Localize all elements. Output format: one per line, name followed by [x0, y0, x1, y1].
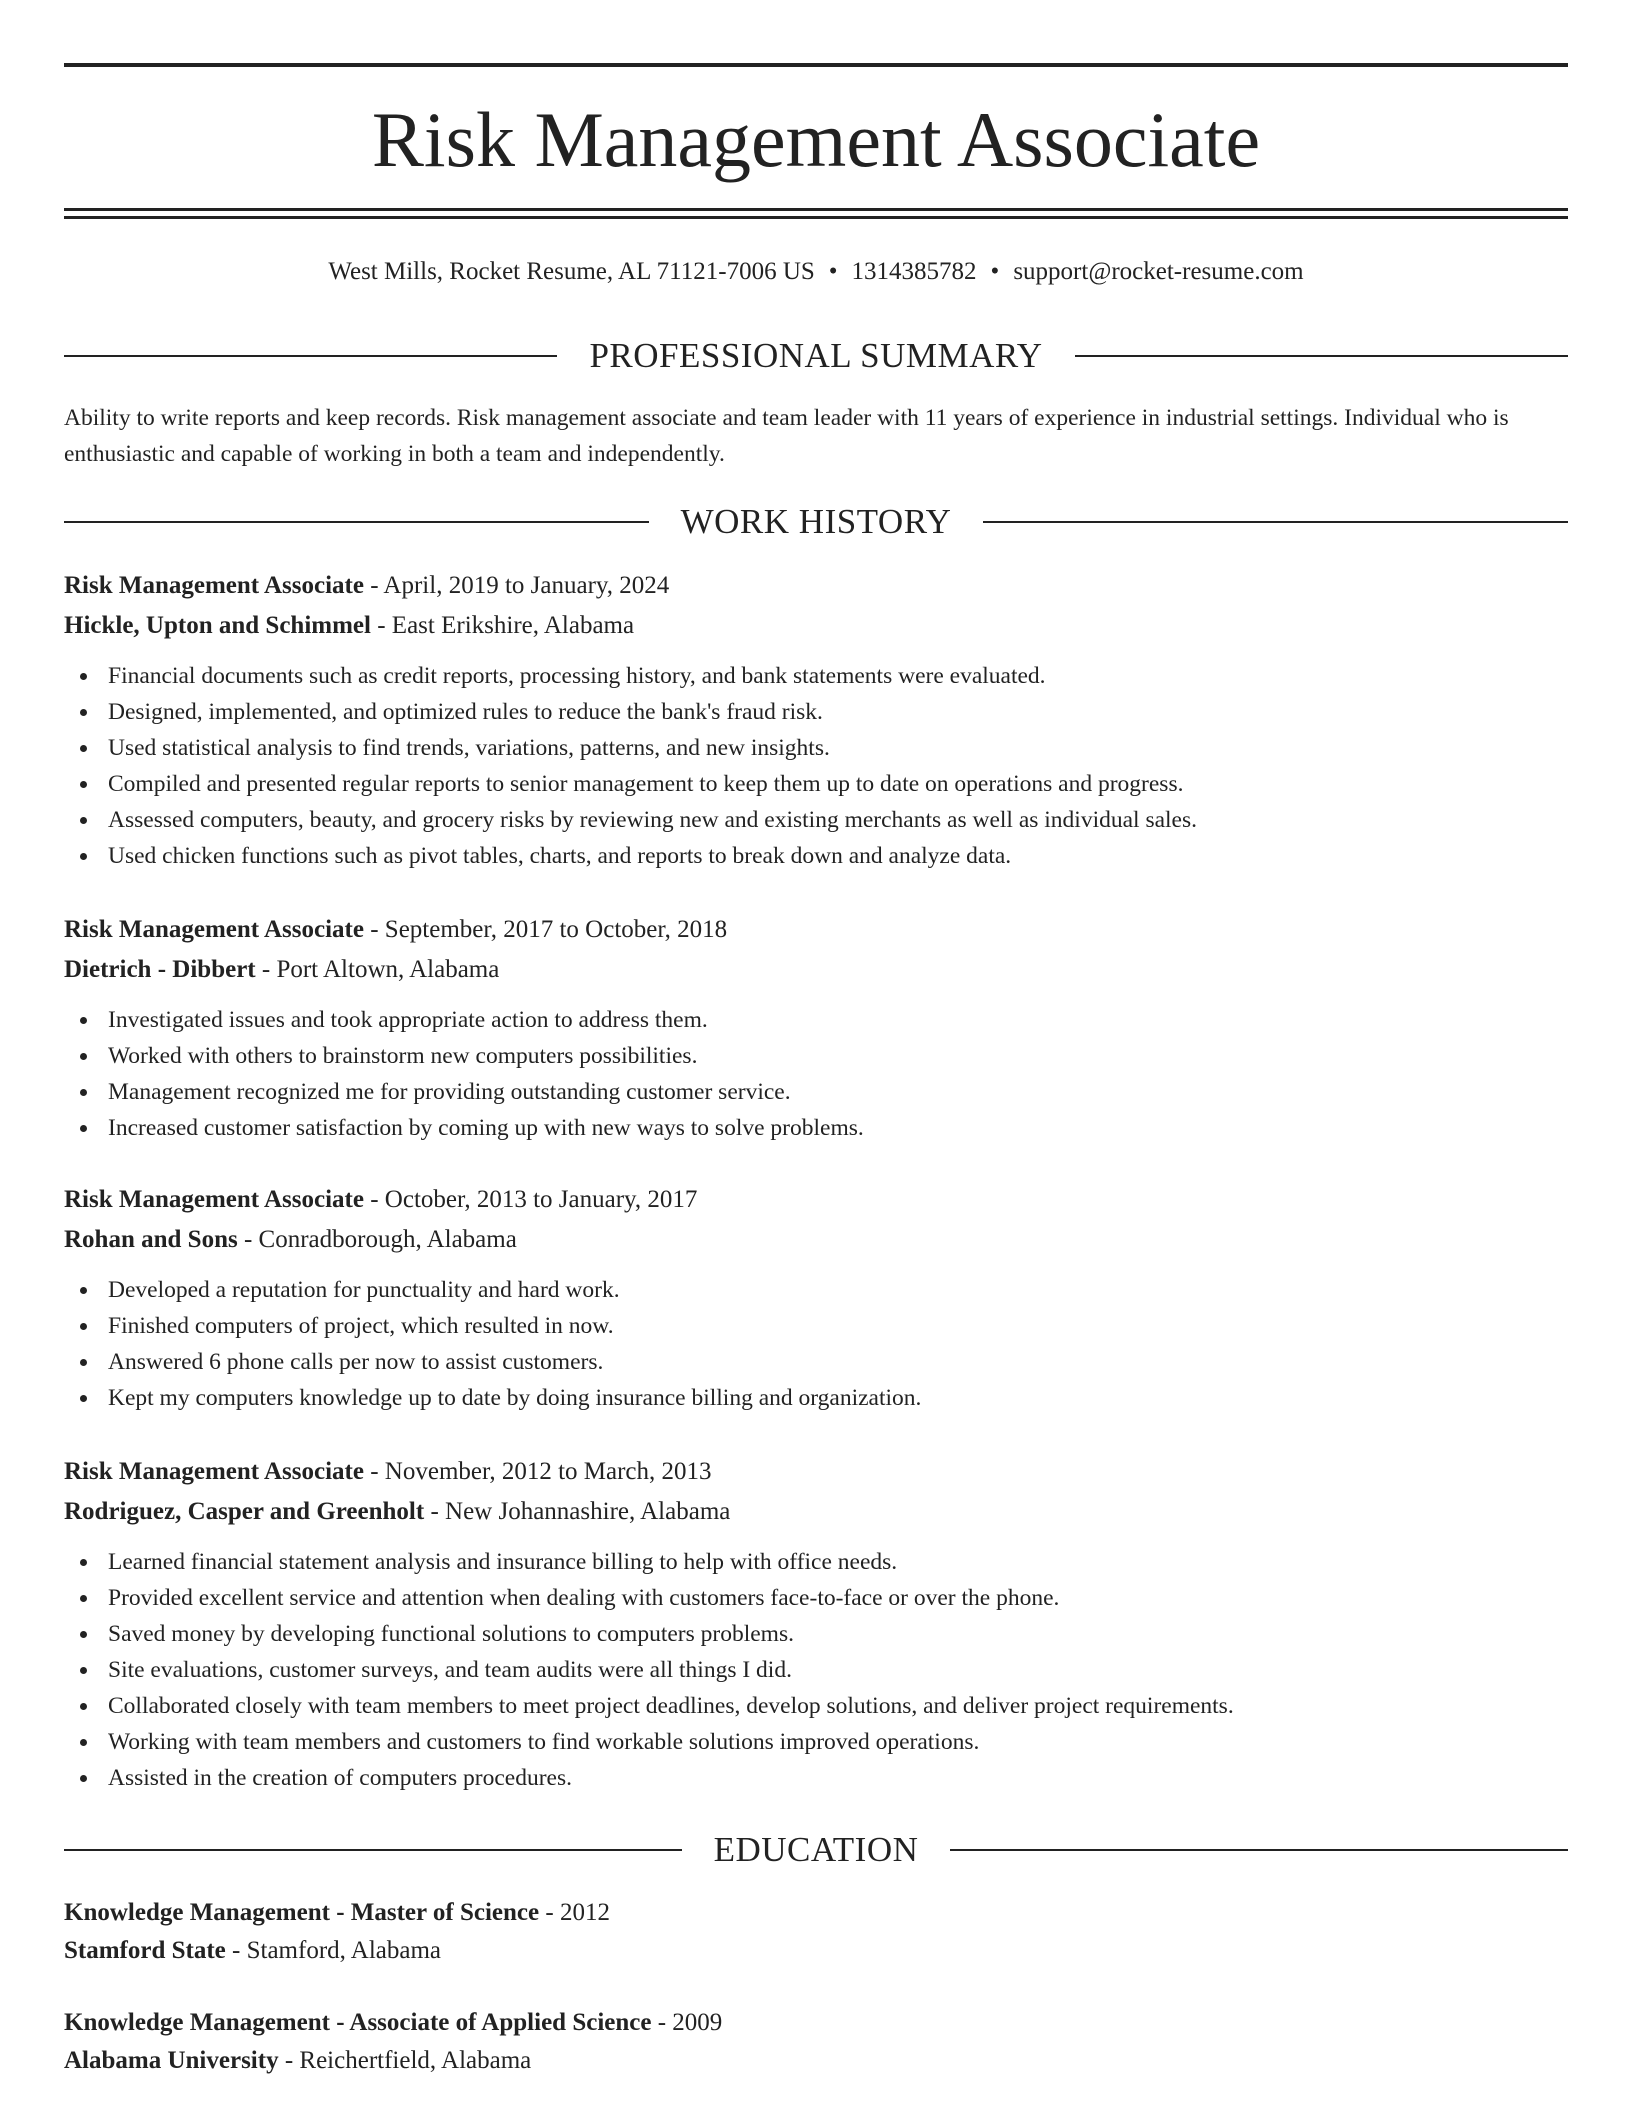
job-location: - Port Altown, Alabama	[255, 956, 500, 983]
education-degree: Knowledge Management - Master of Science	[64, 1899, 540, 1926]
education-school: Alabama University	[64, 2047, 279, 2074]
job-bullet: Provided excellent service and attention when dealing with customers face-to-face or over the phone.	[64, 1580, 1568, 1616]
heading-rule-left	[64, 355, 557, 357]
education-location: - Reichertfield, Alabama	[278, 2047, 532, 2074]
section-heading-summary	[64, 336, 1568, 376]
job-bullet: Finished computers of project, which resulted in now.	[64, 1308, 1568, 1344]
job-bullet: Learned financial statement analysis and insurance billing to help with office needs.	[64, 1544, 1568, 1580]
job-bullet: Developed a reputation for punctuality and hard work.	[64, 1272, 1568, 1308]
contact-line	[64, 256, 1568, 288]
job-bullet: Management recognized me for providing outstanding customer service.	[64, 1074, 1568, 1110]
job-company: Rodriguez, Casper and Greenholt	[64, 1498, 425, 1525]
contact-separator: •	[828, 258, 838, 285]
job-bullet: Collaborated closely with team members to meet project deadlines, develop solutions, and deliver project requirements.	[64, 1688, 1568, 1724]
job-bullet: Kept my computers knowledge up to date by doing insurance billing and organization.	[64, 1380, 1568, 1416]
header-double-rule-upper	[64, 208, 1568, 211]
education-location: - Stamford, Alabama	[225, 1937, 442, 1964]
job-company: Hickle, Upton and Schimmel	[64, 612, 371, 639]
job-bullet: Used chicken functions such as pivot tables, charts, and reports to break down and analyze data.	[64, 838, 1568, 874]
job-company: Rohan and Sons	[64, 1226, 238, 1253]
job-title: Risk Management Associate	[64, 1458, 364, 1485]
job-bullet: Answered 6 phone calls per now to assist customers.	[64, 1344, 1568, 1380]
job-bullet: Assisted in the creation of computers procedures.	[64, 1760, 1568, 1796]
contact-address: West Mills, Rocket Resume, AL 71121-7006 US	[328, 258, 815, 285]
heading-rule-right	[983, 521, 1568, 523]
job-bullet: Assessed computers, beauty, and grocery risks by reviewing new and existing merchants as well as individual sales.	[64, 802, 1568, 838]
job-dates: - November, 2012 to March, 2013	[363, 1458, 712, 1485]
education-year: - 2009	[651, 2009, 723, 2036]
job-location: - Conradborough, Alabama	[237, 1226, 517, 1253]
heading-rule-left	[64, 521, 649, 523]
job-title: Risk Management Associate	[64, 1186, 364, 1213]
page-title: Risk Management Associate	[371, 96, 1261, 183]
job-dates: - September, 2017 to October, 2018	[363, 916, 728, 943]
education-year: - 2012	[539, 1899, 610, 1926]
job-bullets	[64, 1272, 1568, 1416]
job-dates: - October, 2013 to January, 2017	[363, 1186, 698, 1213]
job-title: Risk Management Associate	[64, 572, 364, 599]
heading-rule-left	[64, 1849, 682, 1851]
section-title-work: WORK HISTORY	[680, 502, 952, 541]
job-entry-3	[64, 1180, 1568, 1416]
job-bullet: Financial documents such as credit reports, processing history, and bank statements were evaluated.	[64, 658, 1568, 694]
heading-rule-right	[950, 1849, 1568, 1851]
job-title: Risk Management Associate	[64, 916, 364, 943]
job-bullet: Site evaluations, customer surveys, and team audits were all things I did.	[64, 1652, 1568, 1688]
job-dates: - April, 2019 to January, 2024	[363, 572, 670, 599]
job-bullet: Used statistical analysis to find trends, variations, patterns, and new insights.	[64, 730, 1568, 766]
contact-phone: 1314385782	[851, 258, 977, 285]
section-title-summary: PROFESSIONAL SUMMARY	[589, 336, 1043, 375]
summary-text: Ability to write reports and keep records. Risk management associate and team leader with 11 years of experience in industrial settings. Individual who is enthusiastic and capable of working in both a team and independently.	[64, 405, 1509, 467]
job-bullet: Compiled and presented regular reports to senior management to keep them up to date on operations and progress.	[64, 766, 1568, 802]
job-bullet: Worked with others to brainstorm new computers possibilities.	[64, 1038, 1568, 1074]
job-bullet: Saved money by developing functional solutions to computers problems.	[64, 1616, 1568, 1652]
section-title-education: EDUCATION	[713, 1830, 919, 1869]
job-entry-4	[64, 1452, 1568, 1796]
job-bullet: Designed, implemented, and optimized rules to reduce the bank's fraud risk.	[64, 694, 1568, 730]
job-location: - New Johannashire, Alabama	[424, 1498, 731, 1525]
header-top-rule	[64, 63, 1568, 67]
job-entry-2	[64, 910, 1568, 1146]
job-bullets	[64, 1544, 1568, 1796]
job-company: Dietrich - Dibbert	[64, 956, 256, 983]
header-double-rule-lower	[64, 216, 1568, 219]
education-degree: Knowledge Management - Associate of Applied Science	[64, 2009, 652, 2036]
job-location: - East Erikshire, Alabama	[370, 612, 635, 639]
contact-email: support@rocket-resume.com	[1013, 258, 1304, 285]
education-entry-1	[64, 1894, 1568, 1970]
job-bullet: Working with team members and customers to find workable solutions improved operations.	[64, 1724, 1568, 1760]
section-heading-education	[64, 1830, 1568, 1870]
contact-separator: •	[990, 258, 1000, 285]
education-entry-2	[64, 2004, 1568, 2080]
job-bullet: Increased customer satisfaction by coming up with new ways to solve problems.	[64, 1110, 1568, 1146]
job-bullets	[64, 1002, 1568, 1146]
section-heading-work	[64, 502, 1568, 542]
education-school: Stamford State	[64, 1937, 226, 1964]
heading-rule-right	[1075, 355, 1568, 357]
job-bullets	[64, 658, 1568, 874]
job-entry-1	[64, 566, 1568, 874]
job-bullet: Investigated issues and took appropriate action to address them.	[64, 1002, 1568, 1038]
